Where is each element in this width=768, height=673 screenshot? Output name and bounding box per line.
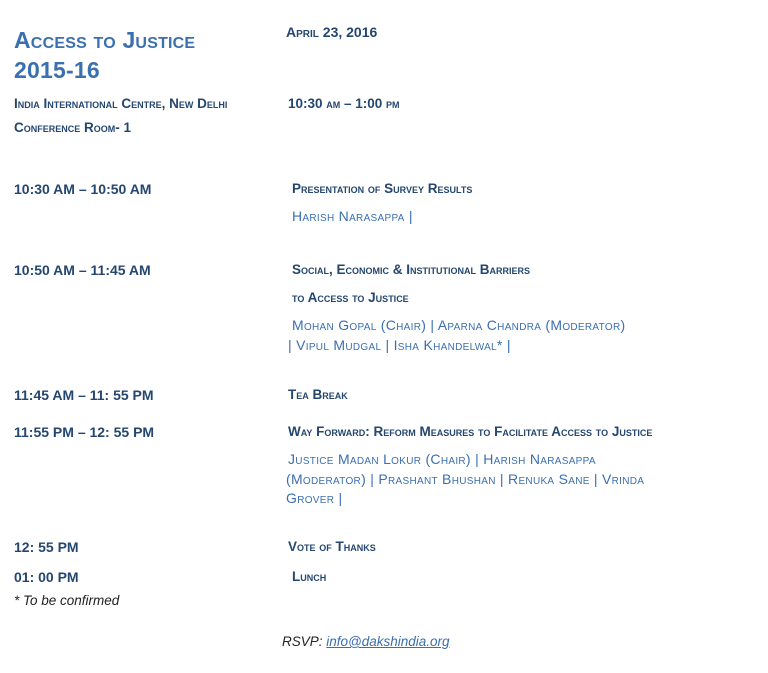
- agenda-time: 11:45 AM – 11: 55 PM: [14, 387, 154, 403]
- venue-room: Conference Room- 1: [14, 120, 132, 135]
- event-date: April 23, 2016: [286, 24, 378, 40]
- rsvp-line: [282, 634, 450, 649]
- agenda-speakers-continued: (Moderator) | Prashant Bhushan | Renuka Sane | Vrinda: [286, 471, 645, 487]
- rsvp-label: RSVP:: [282, 634, 327, 649]
- agenda-event: Social, Economic & Institutional Barriers: [292, 262, 531, 277]
- agenda-time: 12: 55 PM: [14, 539, 79, 555]
- agenda-speakers-continued: Grover |: [286, 490, 343, 506]
- agenda-time: 10:30 AM – 10:50 AM: [14, 181, 152, 197]
- agenda-speakers: Justice Madan Lokur (Chair) | Harish Narasappa: [288, 451, 596, 467]
- agenda-event: Vote of Thanks: [288, 539, 376, 554]
- agenda-event-continued: to Access to Justice: [292, 290, 409, 305]
- agenda-event: Lunch: [292, 569, 327, 584]
- agenda-event: Way Forward: Reform Measures to Facilitate Access to Justice: [288, 424, 653, 439]
- document-year: 2015-16: [14, 57, 100, 83]
- agenda-speakers: Mohan Gopal (Chair) | Aparna Chandra (Moderator): [292, 317, 626, 333]
- document-title: Access to Justice: [14, 27, 196, 53]
- footnote: * To be confirmed: [14, 593, 120, 608]
- agenda-speakers-continued: | Vipul Mudgal | Isha Khandelwal* |: [288, 337, 511, 353]
- agenda-event: Tea Break: [288, 387, 348, 402]
- agenda-speakers: Harish Narasappa |: [292, 208, 413, 224]
- rsvp-email-link[interactable]: info@dakshindia.org: [326, 634, 450, 649]
- event-time: 10:30 am – 1:00 pm: [288, 96, 400, 111]
- agenda-time: 01: 00 PM: [14, 569, 79, 585]
- agenda-time: 10:50 AM – 11:45 AM: [14, 262, 151, 278]
- venue-name: India International Centre, New Delhi: [14, 96, 228, 111]
- agenda-event: Presentation of Survey Results: [292, 181, 473, 196]
- agenda-time: 11:55 PM – 12: 55 PM: [14, 424, 155, 440]
